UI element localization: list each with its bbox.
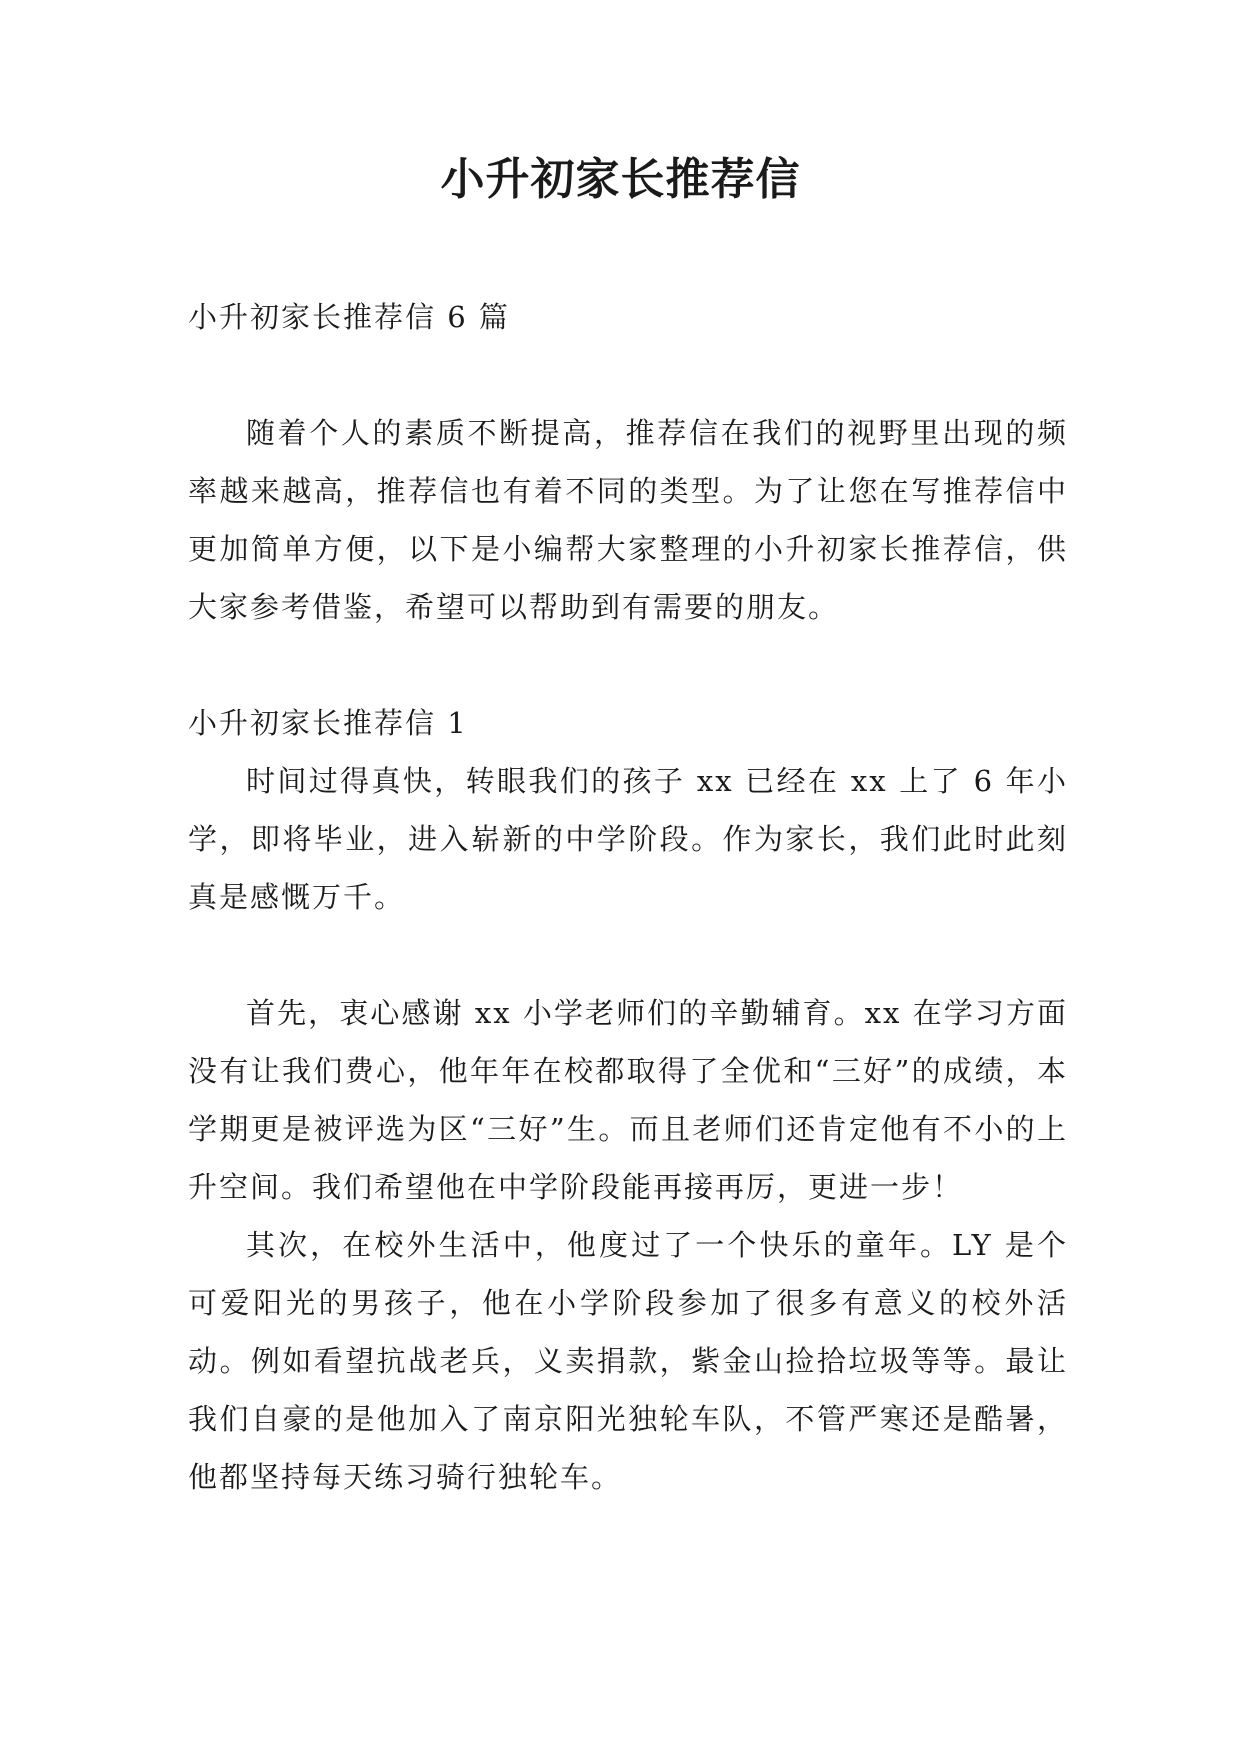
body-paragraph-1: 时间过得真快，转眼我们的孩子 xx 已经在 xx 上了 6 年小学，即将毕业，进入崭新的中学阶段。作为家长，我们此时此刻真是感慨万千。 <box>188 764 1068 914</box>
intro-paragraph: 随着个人的素质不断提高，推荐信在我们的视野里出现的频率越来越高，推荐信也有着不同的类型。为了让您在写推荐信中更加简单方便，以下是小编帮大家整理的小升初家长推荐信，供大家参考借鉴，希望可以帮助到有需要的朋友。 <box>188 416 1068 624</box>
spacer <box>188 346 1068 404</box>
document-title: 小升初家长推荐信 <box>440 154 801 205</box>
body-paragraph-2: 首先，衷心感谢 xx 小学老师们的辛勤辅育。xx 在学习方面没有让我们费心，他年年在校都取得了全优和“三好”的成绩，本学期更是被评选为区“三好”生。而且老师们还肯定他有不小的上升空间。我们希望他在中学阶段能再接再厉，更进一步！ <box>188 996 1068 1204</box>
section-heading: 小升初家长推荐信 1 <box>188 706 468 740</box>
document-subtitle: 小升初家长推荐信 6 篇 <box>188 300 510 334</box>
spacer <box>188 926 1068 984</box>
document-body <box>188 288 1068 1506</box>
spacer <box>188 636 1068 694</box>
body-paragraph-3: 其次，在校外生活中，他度过了一个快乐的童年。LY 是个可爱阳光的男孩子，他在小学阶段参加了很多有意义的校外活动。例如看望抗战老兵，义卖捐款，紫金山捡拾垃圾等等。最让我们自豪的是他加入了南京阳光独轮车队，不管严寒还是酷暑，他都坚持每天练习骑行独轮车。 <box>188 1228 1068 1494</box>
